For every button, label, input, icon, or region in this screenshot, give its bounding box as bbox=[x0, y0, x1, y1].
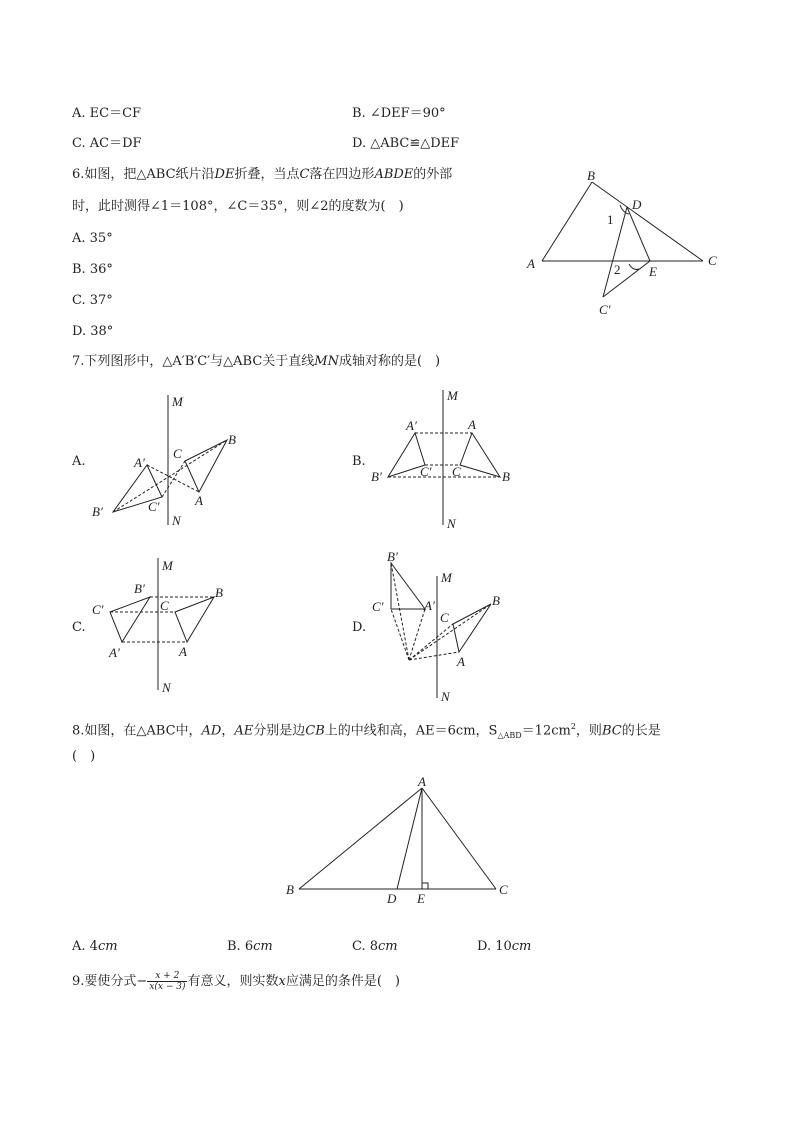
q7c-label-n: N bbox=[162, 680, 171, 695]
q8-stem: 8.如图，在△ABC中，AD，AE分别是边CB上的中线和高，AE＝6cm，$S_{\triangle ABD}=12cm^2$，则BC的长是 bbox=[72, 722, 661, 740]
q7c-label-a: A bbox=[179, 644, 187, 659]
q8-label-a: A bbox=[418, 774, 426, 789]
q7c-label-bprime: B′ bbox=[134, 581, 145, 596]
q6-option-b: B. 36° bbox=[72, 262, 113, 277]
q7d-label-m: M bbox=[441, 570, 452, 585]
q9-stem: 9.要使分式− $\frac{x + 2}{x(x - 3)}$ 有意义，则实数x应满足的条件是( ) bbox=[72, 971, 400, 992]
q7c-label-b: B bbox=[215, 585, 223, 600]
q7-option-a-label: A. bbox=[72, 454, 86, 469]
q6-option-d: D. 38° bbox=[72, 324, 114, 339]
q7b-label-bprime: B′ bbox=[371, 469, 382, 484]
q6-label-d: D bbox=[632, 197, 642, 212]
q6-stem-line2: 时，此时测得∠1＝108°，∠C＝35°，则∠2的度数为( ) bbox=[72, 199, 404, 214]
q8-seg-ac bbox=[422, 788, 496, 889]
q6-label-e: E bbox=[649, 264, 657, 279]
q8-label-e: E bbox=[417, 891, 425, 906]
q5-option-b: B. ∠DEF＝90° bbox=[352, 106, 446, 121]
q7b-label-n: N bbox=[447, 516, 456, 531]
q6-option-a: A. 35° bbox=[72, 231, 113, 246]
q8-option-c: C. 8cm bbox=[352, 939, 398, 954]
q6-stem-line1: 6.如图，把△ABC纸片沿DE折叠，当点C落在四边形ABDE的外部 bbox=[72, 167, 453, 182]
q8-seg-ad bbox=[397, 788, 422, 889]
q7a-label-aprime: A′ bbox=[134, 455, 145, 470]
q7a-label-b: B bbox=[228, 432, 236, 447]
q7c-label-aprime: A′ bbox=[109, 645, 120, 660]
q8-seg-ab bbox=[299, 788, 422, 889]
q7d-label-bprime: B′ bbox=[387, 549, 398, 564]
q7a-label-m: M bbox=[172, 394, 183, 409]
q9-fraction: $\frac{x + 2}{x(x - 3)}$ bbox=[149, 971, 186, 992]
q6-label-c: C bbox=[708, 253, 717, 268]
q7-stem: 7.下列图形中，△A′B′C′与△ABC关于直线MN成轴对称的是( ) bbox=[72, 354, 441, 369]
q7b-label-m: M bbox=[447, 388, 458, 403]
q6-label-a: A bbox=[527, 256, 535, 271]
q7b-label-b: B bbox=[502, 469, 510, 484]
q7b-label-c: C bbox=[452, 464, 461, 479]
q7d-label-aprime: A′ bbox=[424, 598, 435, 613]
q6-label-b: B bbox=[587, 168, 595, 183]
q5-option-d: D. △ABC≌△DEF bbox=[352, 136, 460, 151]
q8-option-d: D. 10cm bbox=[477, 939, 532, 954]
q7d-label-c: C bbox=[440, 610, 449, 625]
q7-option-c-label: C. bbox=[72, 620, 86, 635]
q7b-label-cprime: C′ bbox=[420, 464, 432, 479]
q7d-label-cprime: C′ bbox=[372, 599, 384, 614]
q6-label-cprime: C′ bbox=[599, 302, 611, 317]
q8-label-c: C bbox=[499, 882, 508, 897]
q7a-label-a: A bbox=[195, 493, 203, 508]
q5-option-a: A. EC＝CF bbox=[72, 106, 142, 121]
q7d-label-b: B bbox=[492, 593, 500, 608]
q7a-label-n: N bbox=[172, 513, 181, 528]
q6-label-2: 2 bbox=[614, 262, 621, 277]
q6-option-c: C. 37° bbox=[72, 293, 113, 308]
q7c-label-m: M bbox=[162, 558, 173, 573]
q7c-label-cprime: C′ bbox=[92, 602, 104, 617]
q7-option-d-label: D. bbox=[352, 620, 367, 635]
q7a-label-bprime: B′ bbox=[92, 504, 103, 519]
q7b-label-a: A bbox=[468, 417, 476, 432]
q7c-label-c: C bbox=[160, 598, 169, 613]
q8-answer-paren: ( ) bbox=[72, 749, 96, 764]
q7a-label-c: C bbox=[173, 446, 182, 461]
q8-label-b: B bbox=[286, 882, 294, 897]
q7a-label-cprime: C′ bbox=[148, 499, 160, 514]
q6-label-1: 1 bbox=[607, 212, 614, 227]
q8-label-d: D bbox=[387, 891, 397, 906]
q8-option-b: B. 6cm bbox=[227, 939, 273, 954]
q8-option-a: A. 4cm bbox=[72, 939, 118, 954]
q8-right-angle-mark bbox=[422, 883, 428, 889]
q7d-label-a: A bbox=[457, 654, 465, 669]
q7b-label-aprime: A′ bbox=[406, 418, 417, 433]
q7-option-b-label: B. bbox=[352, 454, 366, 469]
q7d-label-n: N bbox=[441, 689, 450, 704]
q5-option-c: C. AC＝DF bbox=[72, 136, 142, 151]
